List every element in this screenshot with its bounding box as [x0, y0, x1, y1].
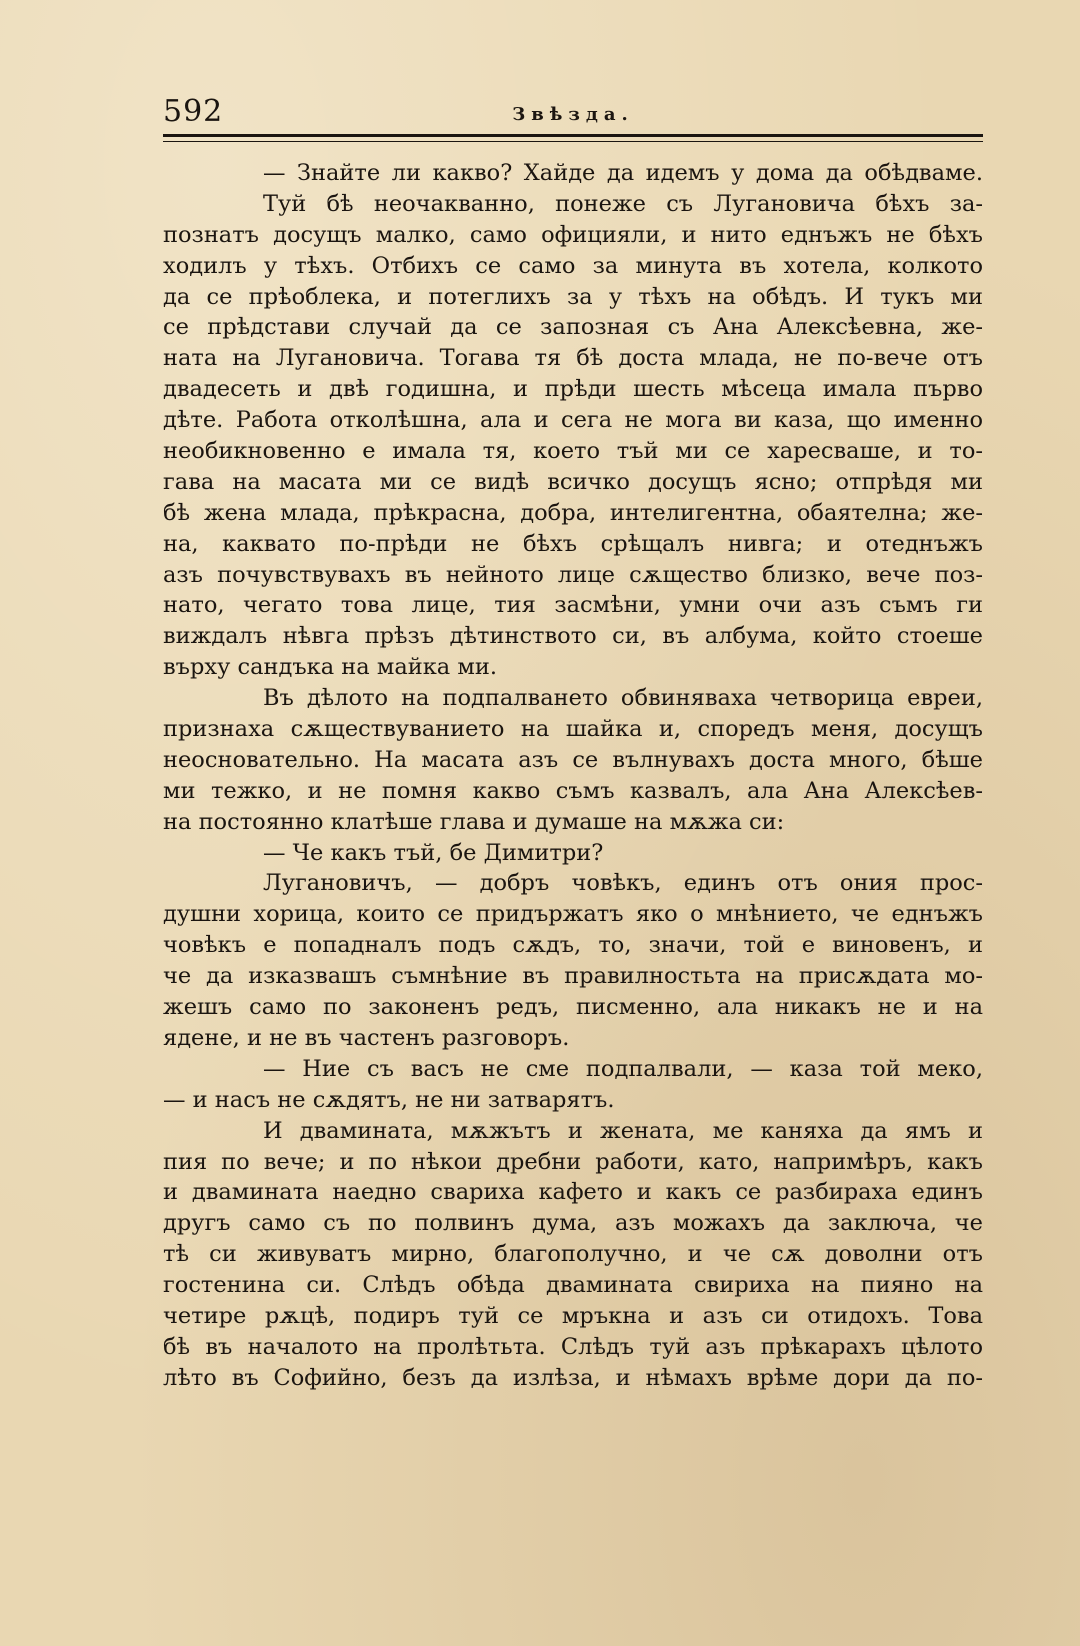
text-line: необикновенно е имала тя, което тъй ми се харесваше, и то-	[163, 438, 983, 465]
text-line: познатъ досущъ малко, само официяли, и нито еднъжъ не бѣхъ	[163, 221, 983, 248]
text-line: душни хорица, които се придържатъ яко о мнѣнието, че еднъжъ	[163, 901, 983, 928]
text-line: лѣто въ Софийно, безъ да излѣза, и нѣмахъ врѣме дори да по-	[163, 1364, 983, 1391]
text-line: ми тежко, и не помня какво съмъ казвалъ, ала Ана Алексѣев-	[163, 777, 983, 804]
page-header	[163, 94, 983, 130]
page-number: 592	[163, 94, 224, 129]
text-line: азъ почувствувахъ въ нейното лице сѫщество близко, вече поз-	[163, 561, 983, 588]
text-line: нато, чегато това лице, тия засмѣни, умни очи азъ съмъ ги	[163, 592, 983, 619]
text-line: Лугановичъ, — добръ човѣкъ, единъ отъ ония прос-	[263, 870, 983, 897]
text-line: другъ само съ по полвинъ дума, азъ можахъ да заключа, че	[163, 1210, 983, 1237]
text-line: на, каквато по-прѣди не бѣхъ срѣщалъ нивга; и отеднъжъ	[163, 530, 983, 557]
text-line: Въ дѣлото на подпалването обвиняваха четворица евреи,	[263, 685, 983, 712]
text-line: гава на масата ми се видѣ всичко досущъ ясно; отпрѣдя ми	[163, 468, 983, 495]
text-line: да се прѣоблека, и потеглихъ за у тѣхъ на обѣдъ. И тукъ ми	[163, 283, 983, 310]
text-line: жешъ само по законенъ редъ, писменно, ала никакъ не и на	[163, 994, 983, 1021]
text-line: пия по вече; и по нѣкои дребни работи, като, напримѣръ, какъ	[163, 1148, 983, 1175]
text-line: и двамината наедно свариха кафето и какъ се разбираха единъ	[163, 1179, 983, 1206]
header-rule-thin	[163, 141, 983, 142]
body-text	[163, 158, 983, 1394]
text-line: върху сандъка на майка ми.	[163, 654, 498, 681]
text-line: — и насъ не сѫдятъ, не ни затварятъ.	[163, 1086, 615, 1113]
text-line: И двамината, мѫжътъ и жената, ме каняха да ямъ и	[263, 1117, 983, 1144]
text-line: човѣкъ е попадналъ подъ сѫдъ, то, значи, той е виновенъ, и	[163, 932, 983, 959]
text-line: Туй бѣ неочакванно, понеже съ Лугановича бѣхъ за-	[263, 190, 983, 217]
text-line: — Че какъ тъй, бе Димитри?	[263, 839, 604, 866]
text-line: признаха сѫществуванието на шайка и, споредъ меня, досущъ	[163, 716, 983, 743]
running-head-title: Звѣзда.	[512, 104, 634, 125]
text-line: — Знайте ли какво? Хайде да идемъ у дома да обѣдваме.	[263, 160, 983, 186]
text-line: дѣте. Работа отколѣшна, ала и сега не мога ви каза, що именно	[163, 407, 983, 434]
text-line: четире рѫцѣ, подиръ туй се мръкна и азъ си отидохъ. Това	[163, 1302, 983, 1329]
text-line: неосновательно. На масата азъ се вълнувахъ доста много, бѣше	[163, 746, 983, 773]
text-line: — Ние съ васъ не сме подпалвали, — каза той меко,	[263, 1055, 983, 1082]
text-line: гостенина си. Слѣдъ обѣда двамината свириха на пияно на	[163, 1272, 983, 1299]
text-line: ходилъ у тѣхъ. Отбихъ се само за минута въ хотела, колкото	[163, 252, 983, 279]
header-rule-thick	[163, 134, 983, 137]
text-line: двадесеть и двѣ годишна, и прѣди шесть мѣсеца имала първо	[163, 376, 983, 403]
text-line: че да изказвашъ съмнѣние въ правилностьта на присѫдата мо-	[163, 963, 983, 990]
text-line: виждалъ нѣвга прѣзъ дѣтинството си, въ албума, който стоеше	[163, 623, 983, 650]
text-line: на постоянно клатѣше глава и думаше на мѫжа си:	[163, 808, 785, 835]
text-line: бѣ жена млада, прѣкрасна, добра, интелигентна, обаятелна; же-	[163, 499, 983, 526]
text-line: бѣ въ началото на пролѣтьта. Слѣдъ туй азъ прѣкарахъ цѣлото	[163, 1333, 983, 1360]
text-line: тѣ си живуватъ мирно, благополучно, и че сѫ доволни отъ	[163, 1241, 983, 1268]
text-line: се прѣдстави случай да се запозная съ Ана Алексѣевна, же-	[163, 314, 983, 341]
text-line: ядене, и не въ частенъ разговоръ.	[163, 1024, 570, 1051]
text-line: ната на Лугановича. Тогава тя бѣ доста млада, не по-вече отъ	[163, 345, 983, 372]
